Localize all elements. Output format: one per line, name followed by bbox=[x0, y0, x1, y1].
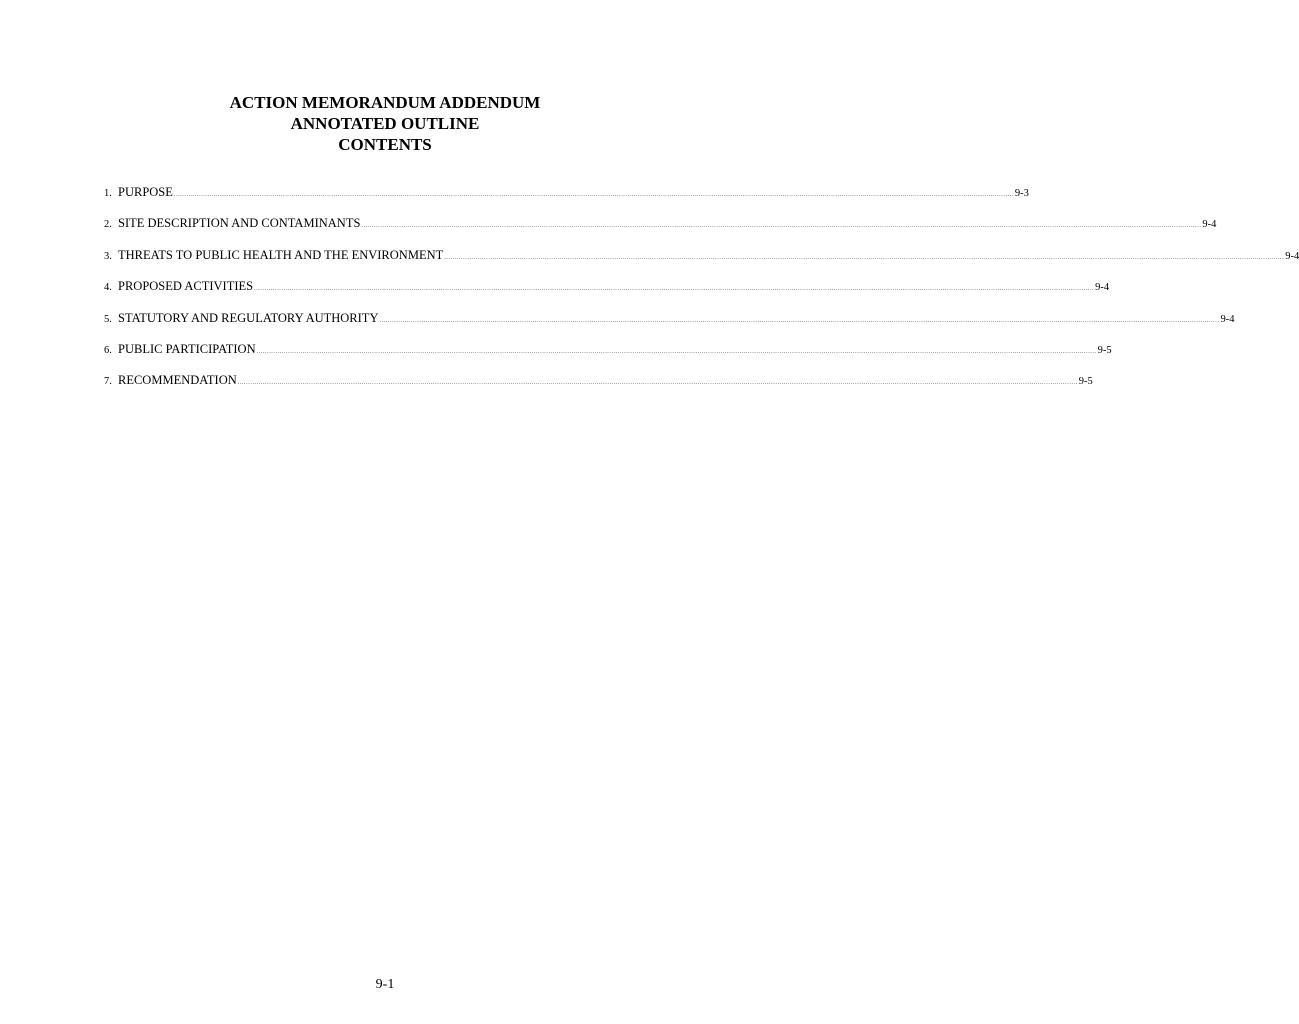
toc-dot-leader: ................................................................................................................................................................................................................................................................................................................................................................................................................ bbox=[254, 286, 1095, 293]
toc-entry-label: STATUTORY AND REGULATORY AUTHORITY bbox=[118, 310, 379, 325]
toc-entry-number: 1. bbox=[104, 188, 112, 199]
toc-entry-public-participation[interactable] bbox=[104, 339, 1112, 370]
toc-entry-number: 5. bbox=[104, 313, 112, 325]
toc-dot-leader: ................................................................................................................................................................................................................................................................................................................................................................................................................ bbox=[256, 348, 1097, 355]
toc-dot-leader: ................................................................................................................................................................................................................................................................................................................................................................................................................ bbox=[444, 254, 1285, 261]
toc-entry-statutory-authority[interactable] bbox=[104, 308, 1235, 339]
toc-entry-label: THREATS TO PUBLIC HEALTH AND THE ENVIRONMENT bbox=[118, 247, 444, 262]
toc-entry-label: RECOMMENDATION bbox=[118, 373, 237, 388]
document-title bbox=[0, 92, 770, 155]
toc-entry-number: 7. bbox=[104, 376, 112, 388]
toc-entry-page: 9-4 bbox=[1095, 282, 1110, 294]
toc-entry-recommendation[interactable] bbox=[104, 370, 1093, 401]
toc-entry-number: 4. bbox=[104, 282, 112, 294]
title-line-1: ACTION MEMORANDUM ADDENDUM bbox=[229, 93, 541, 112]
toc-entry-label: SITE DESCRIPTION AND CONTAMINANTS bbox=[118, 216, 361, 231]
toc-entry-purpose[interactable] bbox=[104, 182, 1029, 213]
title-line-3: CONTENTS bbox=[338, 135, 432, 154]
toc-entry-page: 9-3 bbox=[1014, 188, 1029, 199]
toc-dot-leader: ................................................................................................................................................................................................................................................................................................................................................................................................................ bbox=[237, 380, 1078, 387]
toc-entry-number: 2. bbox=[104, 219, 112, 231]
toc-entry-page: 9-4 bbox=[1220, 313, 1235, 325]
toc-entry-label: PURPOSE bbox=[118, 185, 173, 199]
toc-entry-site-description[interactable] bbox=[104, 213, 1217, 244]
toc-entry-threats[interactable] bbox=[104, 245, 1299, 276]
toc-entry-page: 9-5 bbox=[1097, 344, 1112, 356]
toc-dot-leader: ................................................................................................................................................................................................................................................................................................................................................................................................................ bbox=[173, 192, 1014, 198]
table-of-contents bbox=[104, 182, 1299, 402]
toc-entry-page: 9-4 bbox=[1285, 250, 1299, 262]
toc-entry-page: 9-4 bbox=[1202, 219, 1217, 231]
toc-dot-leader: ................................................................................................................................................................................................................................................................................................................................................................................................................ bbox=[361, 223, 1202, 230]
toc-entry-number: 6. bbox=[104, 344, 112, 356]
toc-entry-proposed-activities[interactable] bbox=[104, 276, 1110, 307]
toc-entry-page: 9-5 bbox=[1078, 376, 1093, 388]
page-number: 9-1 bbox=[375, 977, 395, 992]
toc-entry-label: PUBLIC PARTICIPATION bbox=[118, 341, 256, 356]
toc-dot-leader: ................................................................................................................................................................................................................................................................................................................................................................................................................ bbox=[379, 317, 1220, 324]
toc-entry-number: 3. bbox=[104, 250, 112, 262]
toc-entry-label: PROPOSED ACTIVITIES bbox=[118, 279, 254, 294]
title-line-2: ANNOTATED OUTLINE bbox=[290, 114, 480, 133]
